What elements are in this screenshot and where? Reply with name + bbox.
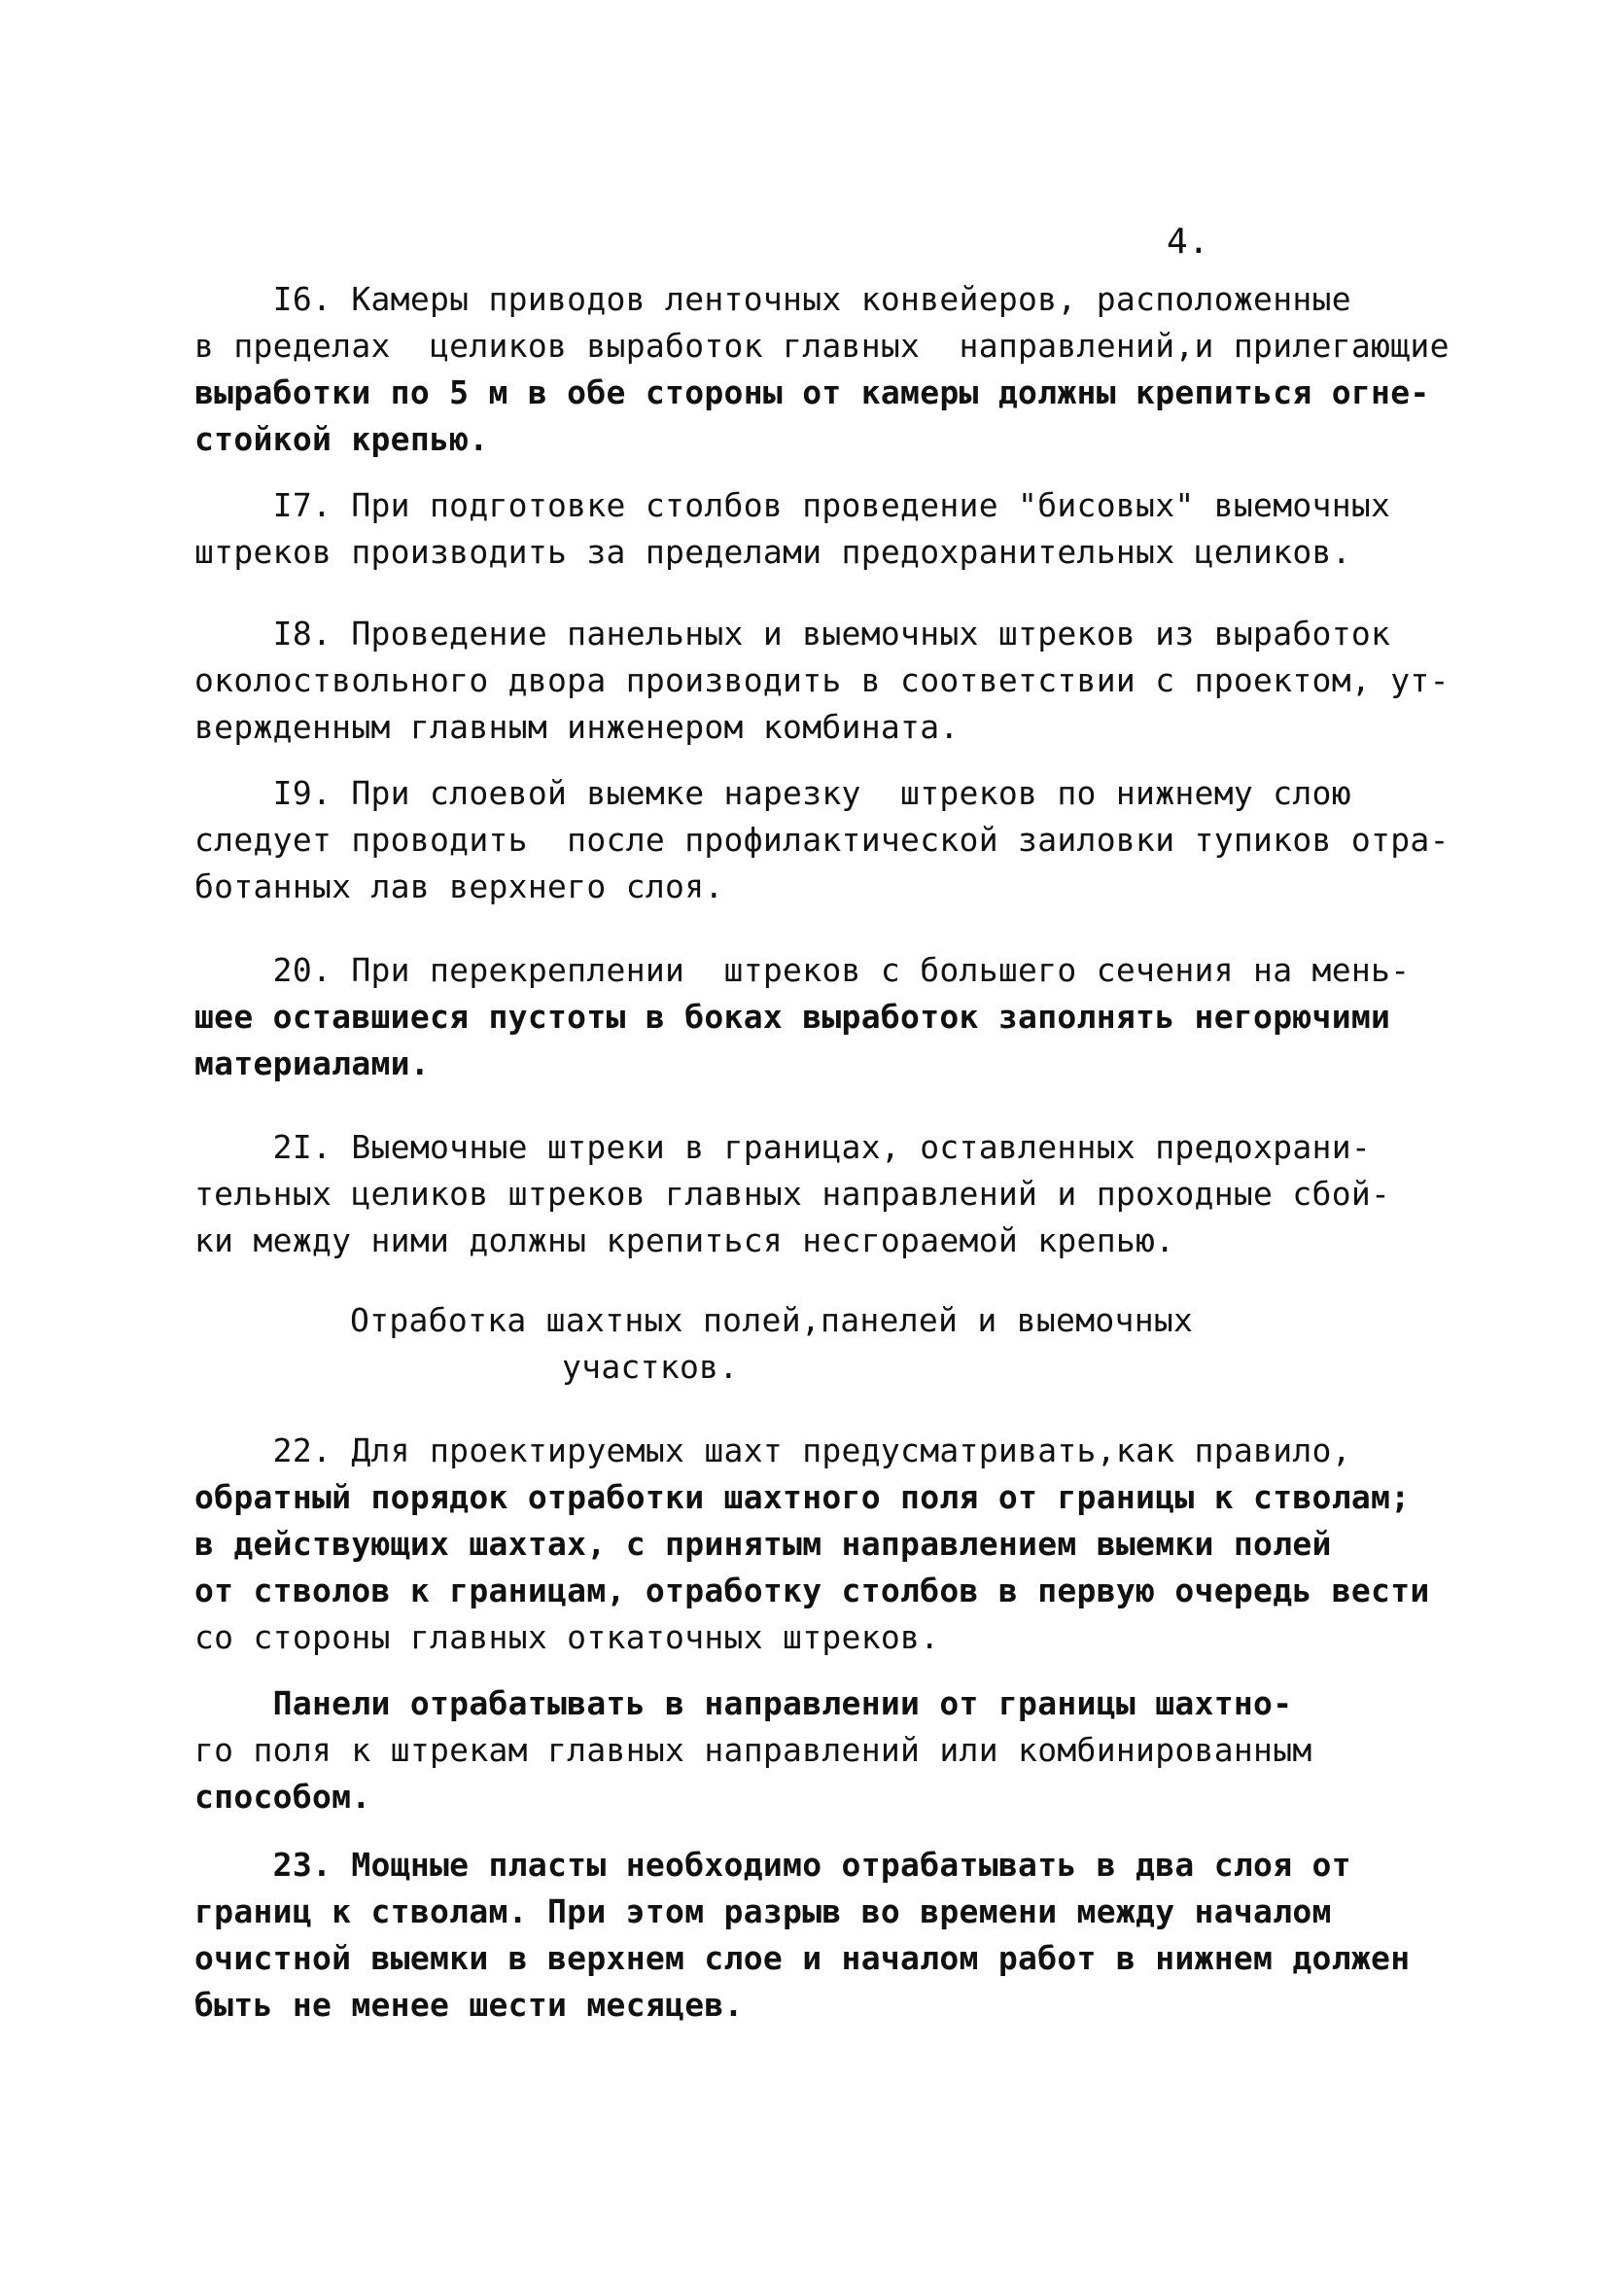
paragraph-line: в действующих шахтах, с принятым направлением выемки полей	[194, 1525, 1332, 1563]
heading-line: участков.	[562, 1348, 739, 1386]
paragraph-line: обратный порядок отработки шахтного поля от границы к стволам;	[194, 1478, 1411, 1516]
paragraph-line: Панели отрабатывать в направлении от границы шахтно-	[194, 1684, 1293, 1722]
paragraph-20	[194, 947, 1458, 1087]
paragraph-line: 20. При перекреплении штреков с большего сечения на мень-	[194, 951, 1411, 989]
paragraph-line: I8. Проведение панельных и выемочных штреков из выработок	[194, 615, 1391, 653]
paragraph-22	[194, 1428, 1458, 1661]
paragraph-line: очистной выемки в верхнем слое и началом работ в нижнем должен	[194, 1939, 1411, 1977]
section-heading	[350, 1297, 1225, 1391]
paragraph-line: I7. При подготовке столбов проведение "бисовых" выемочных	[194, 486, 1391, 524]
paragraph-line: I9. При слоевой выемке нарезку штреков по нижнему слою	[194, 774, 1351, 812]
page-number: 4.	[1167, 222, 1209, 262]
paragraph-line: в пределах целиков выработок главных направлений,и прилегающие	[194, 327, 1450, 365]
paragraph-line: I6. Камеры приводов ленточных конвейеров, расположенные	[194, 280, 1351, 318]
paragraph-line: шее оставшиеся пустоты в боках выработок заполнять негорючими	[194, 998, 1391, 1036]
paragraph-17	[194, 482, 1458, 576]
paragraph-16	[194, 276, 1458, 463]
paragraph-line: тельных целиков штреков главных направлений и проходные сбой-	[194, 1175, 1391, 1213]
paragraph-line: штреков производить за пределами предохранительных целиков.	[194, 533, 1351, 571]
paragraph-line: со стороны главных откаточных штреков.	[194, 1618, 940, 1656]
paragraph-line: го поля к штрекам главных направлений или комбинированным	[194, 1731, 1312, 1769]
paragraph-line: быть не менее шести месяцев.	[194, 1986, 744, 2024]
paragraph-line: следует проводить после профилактической заиловки тупиков отра-	[194, 821, 1450, 859]
paragraph-line: материалами.	[194, 1044, 431, 1082]
paragraph-line: границ к стволам. При этом разрыв во времени между началом	[194, 1892, 1332, 1930]
paragraph-19	[194, 770, 1458, 910]
paragraph-line: 22. Для проектируемых шахт предусматривать,как правило,	[194, 1431, 1351, 1469]
heading-line: Отработка шахтных полей,панелей и выемочных	[350, 1301, 1194, 1339]
paragraph-line: ботанных лав верхнего слоя.	[194, 867, 724, 905]
paragraph-line: способом.	[194, 1778, 371, 1816]
paragraph-line: околоствольного двора производить в соответствии с проектом, ут-	[194, 661, 1450, 699]
paragraph-22-continuation	[194, 1680, 1458, 1820]
paragraph-18	[194, 611, 1458, 751]
paragraph-21	[194, 1124, 1458, 1264]
paragraph-line: вержденным главным инженером комбината.	[194, 708, 960, 746]
paragraph-line: 2I. Выемочные штреки в границах, оставленных предохрани-	[194, 1128, 1372, 1166]
paragraph-line: стойкой крепью.	[194, 420, 489, 458]
paragraph-23	[194, 1842, 1458, 2029]
paragraph-line: от стволов к границам, отработку столбов в первую очередь вести	[194, 1572, 1430, 1609]
paragraph-line: выработки по 5 м в обе стороны от камеры должны крепиться огне-	[194, 373, 1430, 411]
paragraph-line: 23. Мощные пласты необходимо отрабатывать в два слоя от	[194, 1846, 1351, 1884]
paragraph-line: ки между ними должны крепиться несгораемой крепью.	[194, 1221, 1175, 1259]
